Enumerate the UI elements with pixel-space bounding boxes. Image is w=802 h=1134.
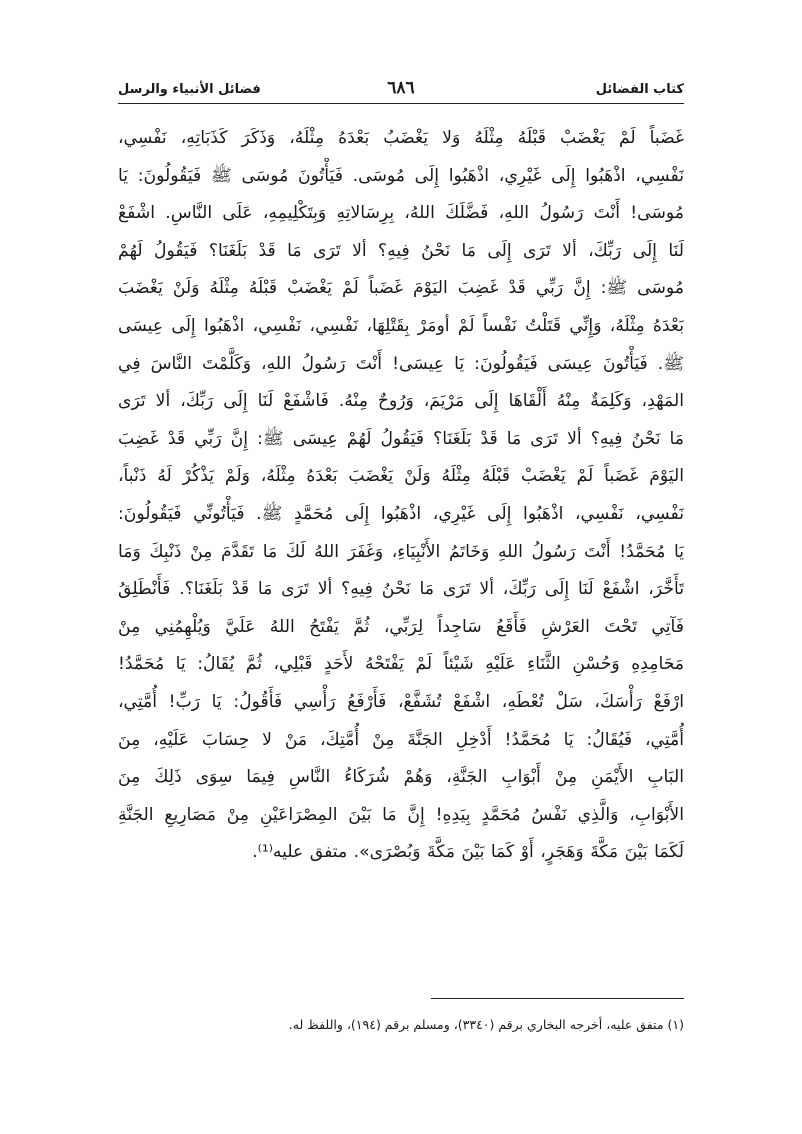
page-header (118, 76, 684, 106)
text-line: ارْفَعْ رَأْسَكَ، سَلْ تُعْطَهِ، اشْفَعْ تُشَفَّعْ، فَأَرْفَعُ رَأْسِي فَأَقُولُ: يَا رَبِّ! أُمَّتِي، (118, 691, 684, 712)
chapter-title: فضائل الأنبياء والرسل (118, 82, 261, 97)
text-line: المَهْدِ، وَكَلِمَةٌ مِنْهُ أَلْقَاهَا إِلَى مَرْيَمَ، وَرُوحٌ مِنْهُ. فَاشْفَعْ لَنَا إِلَى رَبِّكَ، ألا تَرَى (118, 391, 684, 412)
hadith-text (118, 120, 684, 872)
text-line: بَعْدَهُ مِثْلَهُ، وَإِنِّي قَتَلْتُ نَفْساً لَمْ أومَرْ بِقَتْلِهَا، نَفْسِي، نَفْسِي، اذْهَبُوا إِلَى عِيسَى (118, 315, 684, 336)
text-line: لَكَمَا بَيْنَ مَكَّةَ وَهَجَرٍ، أَوْ كَمَا بَيْنَ مَكَّةَ وَبُصْرَى». متفق عليه⁽¹⁾. (252, 842, 684, 863)
text-line: نَفْسِي، اذْهَبُوا إِلَى غَيْرِي، اذْهَبُوا إِلَى مُوسَى. فَيَأْتُونَ مُوسَى ﷺ فَيَقُولُونَ: يَا (118, 165, 684, 186)
text-line: نَفْسِي، نَفْسِي، اذْهَبُوا إِلَى غَيْرِي، اذْهَبُوا إِلَى مُحَمَّدٍ ﷺ. فَيَأْتُونِّي فَيَقُولُونَ: (118, 503, 684, 524)
text-line: اليَوْمَ غَضَباً لَمْ يَغْضَبْ قَبْلَهُ مِثْلَهُ وَلَنْ يَغْضَبَ بَعْدَهُ مِثْلَهُ، وَلَمْ يَذْكُرْ لَهُ ذَنْباً، (118, 466, 684, 487)
text-line: ﷺ. فَيَأْتُونَ عِيسَى فَيَقُولُونَ: يَا عِيسَى! أَنْتَ رَسُولُ اللهِ، وَكَلَّمْتَ النَّاسَ فِي (118, 353, 684, 374)
header-divider (118, 103, 684, 104)
text-line: غَضَباً لَمْ يَغْضَبْ قَبْلَهُ مِثْلَهُ وَلا يَغْضَبُ بَعْدَهُ مِثْلَهُ، وَذَكَرَ كَذَبَاتِهِ، نَفْسِي، (118, 128, 684, 148)
footnote: (١) متفق عليه، أخرجه البخاري برقم (٣٣٤٠)، ومسلم برقم (١٩٤)، واللفظ له. (288, 1017, 684, 1032)
text-line: أُمَّتِي، فَيُقَالُ: يَا مُحَمَّدُ! أَدْخِلِ الجَنَّةَ مِنْ أُمَّتِكَ، مَنْ لا حِسَابَ عَلَيْهِ، مِنَ (118, 729, 684, 750)
text-line: مُوسَى ﷺ: إِنَّ رَبِّي قَدْ غَضِبَ اليَوْمَ غَضَباً لَمْ يَغْضَبْ قَبْلَهُ مِثْلَهُ وَلَنْ يَغْضَبَ (118, 278, 684, 299)
text-line: فَآتِي تَحْتَ العَرْشِ فَأَقَعُ سَاجِداً لِرَبِّي، ثُمَّ يَفْتَحُ اللهُ عَلَيَّ وَيُلْهِمُنِي مِنْ (118, 616, 684, 637)
page-number: ٦٨٦ (387, 78, 415, 98)
footnote-divider (431, 998, 684, 999)
text-line: البَابِ الأَيْمَنِ مِنْ أَبْوَابِ الجَنَّةِ، وَهُمْ شُرَكَاءُ النَّاسِ فِيمَا سِوَى ذَلِكَ مِنَ (118, 767, 684, 788)
book-title: كتاب الفضائل (595, 82, 684, 97)
text-line: مَا نَحْنُ فِيهِ؟ ألا تَرَى مَا قَدْ بَلَغَنَا؟ فَيَقُولُ لَهُمْ عِيسَى ﷺ: إِنَّ رَبِّي قَدْ غَضِبَ (118, 428, 684, 449)
text-line: لَنَا إِلَى رَبِّكَ، ألا تَرَى إِلَى مَا نَحْنُ فِيهِ؟ ألا تَرَى مَا قَدْ بَلَغَنَا؟ فَيَقُولُ لَهُمْ (118, 240, 684, 261)
text-line: تَأَخَّرَ، اشْفَعْ لَنَا إِلَى رَبِّكَ، ألا تَرَى مَا نَحْنُ فِيهِ؟ ألا تَرَى مَا قَدْ بَلَغَنَا؟. فَأَنْطَلِقُ (118, 579, 684, 600)
text-line: مُوسَى! أَنْتَ رَسُولُ اللهِ، فَضَّلَكَ اللهُ، بِرِسَالاتِهِ وَبِتَكْلِيمِهِ، عَلَى النَّاسِ. اشْفَعْ (118, 203, 684, 224)
text-line: يَا مُحَمَّدُ! أَنْتَ رَسُولُ اللهِ وَخَاتَمُ الأَنْبِيَاءِ، وَغَفَرَ اللهُ لَكَ مَا تَقَدَّمَ مِنْ ذَنْبِكَ وَمَا (118, 541, 684, 562)
text-line: مَحَامِدِهِ وَحُسْنِ الثَّنَاءِ عَلَيْهِ شَيْئاً لَمْ يَفْتَحْهُ لأَحَدٍ قَبْلِي، ثُمَّ يُقَالُ: يَا مُحَمَّدُ! (118, 654, 684, 675)
text-line: الأَبْوَابِ، وَالَّذِي نَفْسُ مُحَمَّدٍ بِيَدِهِ! إِنَّ مَا بَيْنَ المِصْرَاعَيْنِ مِنْ مَصَارِيعِ الجَنَّةِ (118, 804, 684, 825)
